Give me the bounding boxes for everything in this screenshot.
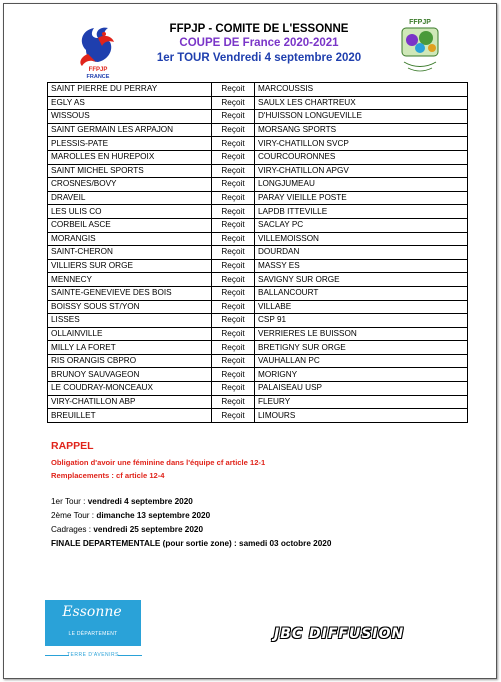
match-away-team: COURCOURONNES [255,150,468,164]
match-relation: Reçoit [212,341,255,355]
match-relation: Reçoit [212,137,255,151]
match-away-team: BRETIGNY SUR ORGE [255,341,468,355]
match-relation: Reçoit [212,123,255,137]
ffpjp-logo-text: FFPJP [88,67,108,73]
schedule-line [51,497,193,506]
match-away-team: SACLAY PC [255,218,468,232]
match-row [48,218,468,232]
essonne-logo-dept: LE DÉPARTEMENT [68,631,118,637]
match-row [48,150,468,164]
jbc-diffusion-logo: JBC DIFFUSION [274,626,405,642]
match-relation: Reçoit [212,232,255,246]
match-home-team: BOISSY SOUS ST/YON [48,300,212,314]
match-home-team: EGLY AS [48,96,212,110]
schedule-label: FINALE DEPARTEMENTALE (pour sortie zone) : [51,539,237,548]
match-away-team: MASSY ES [255,259,468,273]
match-row [48,327,468,341]
match-row [48,96,468,110]
match-away-team: SAVIGNY SUR ORGE [255,273,468,287]
match-home-team: MENNECY [48,273,212,287]
match-relation: Reçoit [212,83,255,97]
match-row [48,205,468,219]
schedule-value: dimanche 13 septembre 2020 [96,511,211,520]
match-row [48,286,468,300]
match-away-team: CSP 91 [255,314,468,328]
rappel-obligation: Obligation d'avoir une féminine dans l'équipe cf article 12-1 [51,458,266,467]
match-relation: Reçoit [212,327,255,341]
match-row [48,137,468,151]
match-relation: Reçoit [212,178,255,192]
match-away-team: MORIGNY [255,368,468,382]
match-relation: Reçoit [212,259,255,273]
match-away-team: LAPDB ITTEVILLE [255,205,468,219]
match-row [48,382,468,396]
comite-essonne-logo [394,16,446,74]
match-relation: Reçoit [212,246,255,260]
essonne-department-logo [40,600,146,664]
match-home-team: WISSOUS [48,110,212,124]
match-relation: Reçoit [212,382,255,396]
match-home-team: SAINTE-GENEVIEVE DES BOIS [48,286,212,300]
match-row [48,368,468,382]
match-relation: Reçoit [212,150,255,164]
match-home-team: OLLAINVILLE [48,327,212,341]
match-row [48,123,468,137]
match-relation: Reçoit [212,395,255,409]
match-home-team: VIRY-CHATILLON ABP [48,395,212,409]
schedule-value: samedi 03 octobre 2020 [239,539,332,548]
matches-table [47,82,468,423]
match-away-team: LIMOURS [255,409,468,423]
match-relation: Reçoit [212,314,255,328]
match-home-team: CORBEIL ASCE [48,218,212,232]
cup-title: COUPE DE France 2020-2021 [179,37,339,49]
match-home-team: MAROLLES EN HUREPOIX [48,150,212,164]
match-away-team: PALAISEAU USP [255,382,468,396]
round-title: 1er TOUR Vendredi 4 septembre 2020 [156,52,362,64]
match-home-team: CROSNES/BOVY [48,178,212,192]
match-relation: Reçoit [212,409,255,423]
match-home-team: LISSES [48,314,212,328]
match-away-team: VIRY-CHATILLON SVCP [255,137,468,151]
committee-title: FFPJP - COMITE DE L'ESSONNE [169,23,349,35]
schedule-label: 1er Tour : [51,497,86,506]
schedule-label: 2ème Tour : [51,511,95,520]
match-relation: Reçoit [212,164,255,178]
match-away-team: FLEURY [255,395,468,409]
match-away-team: BALLANCOURT [255,286,468,300]
match-away-team: VILLEMOISSON [255,232,468,246]
match-row [48,395,468,409]
match-row [48,191,468,205]
match-relation: Reçoit [212,110,255,124]
match-row [48,341,468,355]
document-header [124,22,394,66]
schedule-line [51,525,203,534]
match-relation: Reçoit [212,368,255,382]
match-home-team: LES ULIS CO [48,205,212,219]
match-away-team: MARCOUSSIS [255,83,468,97]
match-home-team: MORANGIS [48,232,212,246]
match-away-team: PARAY VIEILLE POSTE [255,191,468,205]
match-row [48,232,468,246]
essonne-logo-tagline: TERRE D'AVENIRS [67,652,119,658]
match-home-team: MILLY LA FORET [48,341,212,355]
match-relation: Reçoit [212,218,255,232]
match-away-team: DOURDAN [255,246,468,260]
rappel-remplacements: Remplacements : cf article 12-4 [51,471,165,480]
match-home-team: SAINT PIERRE DU PERRAY [48,83,212,97]
match-home-team: BRUNOY SAUVAGEON [48,368,212,382]
match-away-team: VILLABE [255,300,468,314]
match-row [48,246,468,260]
match-home-team: BREUILLET [48,409,212,423]
match-home-team: DRAVEIL [48,191,212,205]
match-row [48,409,468,423]
ffpjp-rooster-logo [68,20,128,80]
match-row [48,273,468,287]
essonne-logo-script: Essonne [62,604,122,620]
schedule-line [51,511,210,520]
match-home-team: RIS ORANGIS CBPRO [48,354,212,368]
match-away-team: VAUHALLAN PC [255,354,468,368]
match-row [48,110,468,124]
match-home-team: PLESSIS-PATE [48,137,212,151]
match-row [48,314,468,328]
match-row [48,300,468,314]
match-away-team: MORSANG SPORTS [255,123,468,137]
schedule-value: vendredi 4 septembre 2020 [87,497,193,506]
match-relation: Reçoit [212,286,255,300]
match-away-team: VIRY-CHATILLON APGV [255,164,468,178]
match-relation: Reçoit [212,96,255,110]
match-row [48,259,468,273]
schedule-value: vendredi 25 septembre 2020 [93,525,204,534]
rappel-title: RAPPEL [51,440,94,452]
match-relation: Reçoit [212,354,255,368]
match-row [48,164,468,178]
ffpjp-logo-subtext: FRANCE [86,74,110,80]
match-row [48,83,468,97]
match-away-team: SAULX LES CHARTREUX [255,96,468,110]
document-page [3,3,497,679]
match-home-team: SAINT GERMAIN LES ARPAJON [48,123,212,137]
match-home-team: LE COUDRAY-MONCEAUX [48,382,212,396]
match-away-team: LONGJUMEAU [255,178,468,192]
schedule-label: Cadrages : [51,525,92,534]
match-relation: Reçoit [212,191,255,205]
match-row [48,178,468,192]
match-relation: Reçoit [212,273,255,287]
match-away-team: VERRIERES LE BUISSON [255,327,468,341]
match-home-team: SAINT MICHEL SPORTS [48,164,212,178]
match-home-team: VILLIERS SUR ORGE [48,259,212,273]
match-relation: Reçoit [212,300,255,314]
match-home-team: SAINT-CHERON [48,246,212,260]
comite-logo-text: FFPJP [409,19,431,26]
match-away-team: D'HUISSON LONGUEVILLE [255,110,468,124]
schedule-line [51,539,331,548]
match-relation: Reçoit [212,205,255,219]
match-row [48,354,468,368]
